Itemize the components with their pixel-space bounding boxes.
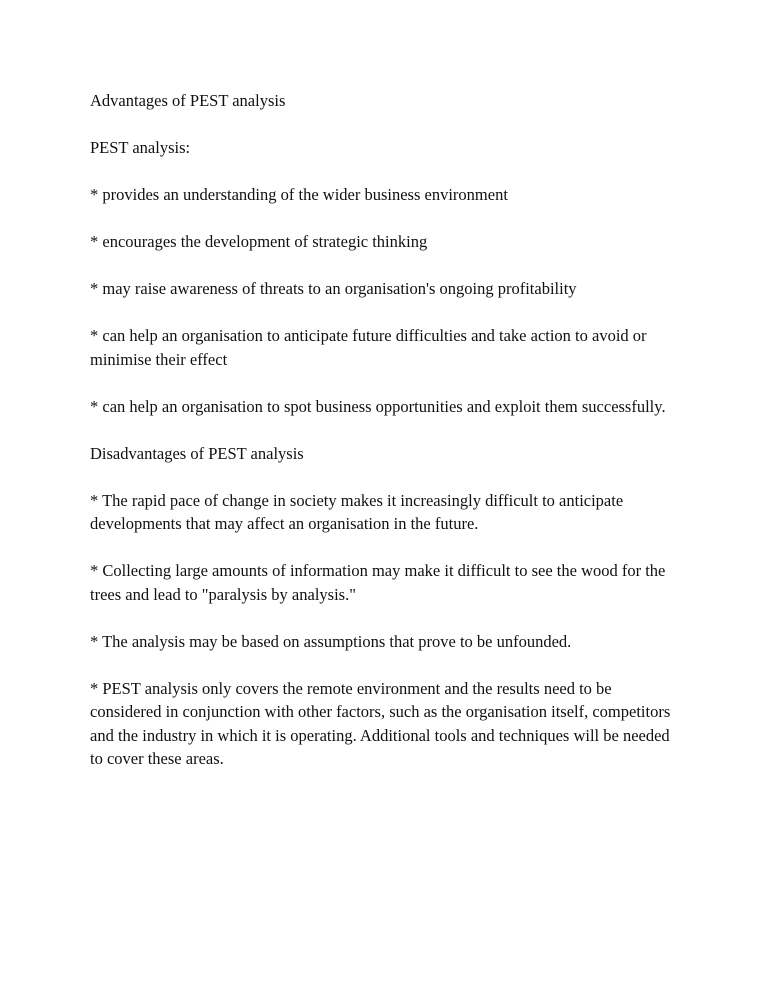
- advantage-item: * can help an organisation to anticipate future difficulties and take action to avoid or minimise their effect: [90, 326, 647, 369]
- disadvantages-heading: Disadvantages of PEST analysis: [90, 443, 304, 463]
- advantages-heading: Advantages of PEST analysis: [90, 91, 286, 110]
- disadvantage-item: * The analysis may be based on assumptions that prove to be unfounded.: [90, 631, 572, 651]
- advantage-item: * can help an organisation to spot business opportunities and exploit them successfully.: [90, 396, 666, 416]
- disadvantage-item: * Collecting large amounts of information may make it difficult to see the wood for the trees and lead to "paralysis by analysis.": [90, 561, 666, 604]
- advantage-item: * may raise awareness of threats to an organisation's ongoing profitability: [90, 279, 577, 298]
- advantage-item: * provides an understanding of the wider business environment: [90, 185, 508, 204]
- document-body: [90, 89, 680, 794]
- disadvantage-item: * PEST analysis only covers the remote environment and the results need to be considered in conjunction with other factors, such as the organisation itself, competitors and the industry in which it is operating. Additional tools and techniques will be needed to cover these areas.: [90, 678, 671, 768]
- advantage-item: * encourages the development of strategic thinking: [90, 232, 428, 251]
- advantages-intro: PEST analysis:: [90, 138, 191, 157]
- disadvantage-item: * The rapid pace of change in society makes it increasingly difficult to anticipate developments that may affect an organisation in the future.: [90, 490, 624, 533]
